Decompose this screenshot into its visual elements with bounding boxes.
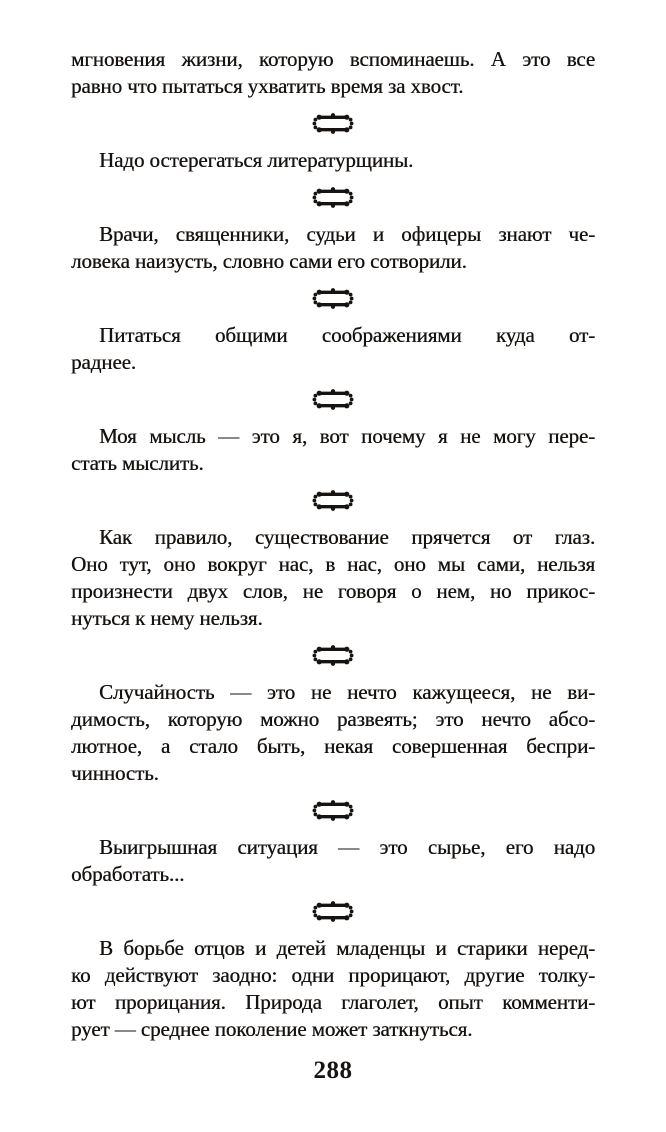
paragraph <box>71 221 595 275</box>
fleuron-divider <box>71 186 595 209</box>
text-line: Случайность — это не нечто кажущееся, не ви- <box>99 680 595 704</box>
text-line: Питаться общими соображениями куда от- <box>99 323 595 347</box>
fleuron-divider <box>71 388 595 411</box>
fleuron-divider <box>71 112 595 135</box>
paragraph <box>71 147 595 174</box>
text-line: произнести двух слов, не говоря о нем, но прикос- <box>71 579 595 603</box>
text-line: Надо остерегаться литературщины. <box>99 148 414 172</box>
text-line: Выигрышная ситуация — это сырье, его надо <box>99 835 595 859</box>
fleuron-icon <box>311 900 355 923</box>
text-line: димость, которую можно развеять; это нечто абсо- <box>71 707 595 731</box>
text-line: ко действуют заодно: одни прорицают, другие толку- <box>71 963 595 987</box>
text-line: мгновения жизни, которую вспоминаешь. А это все <box>71 47 595 71</box>
fleuron-icon <box>311 489 355 512</box>
paragraph <box>71 679 595 787</box>
fleuron-icon <box>311 388 355 411</box>
text-line: Оно тут, оно вокруг нас, в нас, оно мы сами, нельзя <box>71 552 595 576</box>
text-line: лютное, а стало быть, некая совершенная беспри- <box>71 734 595 758</box>
fleuron-icon <box>311 112 355 135</box>
paragraph <box>71 935 595 1043</box>
text-line: В борьбе отцов и детей младенцы и старики неред- <box>99 936 595 960</box>
fleuron-divider <box>71 287 595 310</box>
paragraph <box>71 524 595 632</box>
text-line: ют прорицания. Природа глаголет, опыт комменти- <box>71 990 595 1014</box>
paragraph <box>71 46 595 100</box>
fleuron-icon <box>311 799 355 822</box>
text-line: нуться к нему нельзя. <box>71 606 263 630</box>
fleuron-icon <box>311 186 355 209</box>
paragraph <box>71 834 595 888</box>
paragraph <box>71 423 595 477</box>
text-line: рует — среднее поколение может заткнуться. <box>71 1017 473 1041</box>
paragraph <box>71 322 595 376</box>
text-line: Моя мысль — это я, вот почему я не могу пере- <box>99 424 595 448</box>
text-line: обработать... <box>71 862 185 886</box>
text-line: равно что пытаться ухватить время за хвост. <box>71 74 464 98</box>
text-line: чинность. <box>71 761 159 785</box>
fleuron-icon <box>311 644 355 667</box>
fleuron-divider <box>71 900 595 923</box>
fleuron-icon <box>311 287 355 310</box>
text-line: раднее. <box>71 350 136 374</box>
fleuron-divider <box>71 489 595 512</box>
page-number: 288 <box>313 1057 353 1084</box>
text-line: ловека наизусть, словно сами его сотворили. <box>71 249 467 273</box>
fleuron-divider <box>71 644 595 667</box>
text-line: Врачи, священники, судьи и офицеры знают че- <box>99 222 595 246</box>
page-content <box>71 46 595 1043</box>
text-line: стать мыслить. <box>71 451 204 475</box>
fleuron-divider <box>71 799 595 822</box>
text-line: Как правило, существование прячется от глаз. <box>99 525 595 549</box>
